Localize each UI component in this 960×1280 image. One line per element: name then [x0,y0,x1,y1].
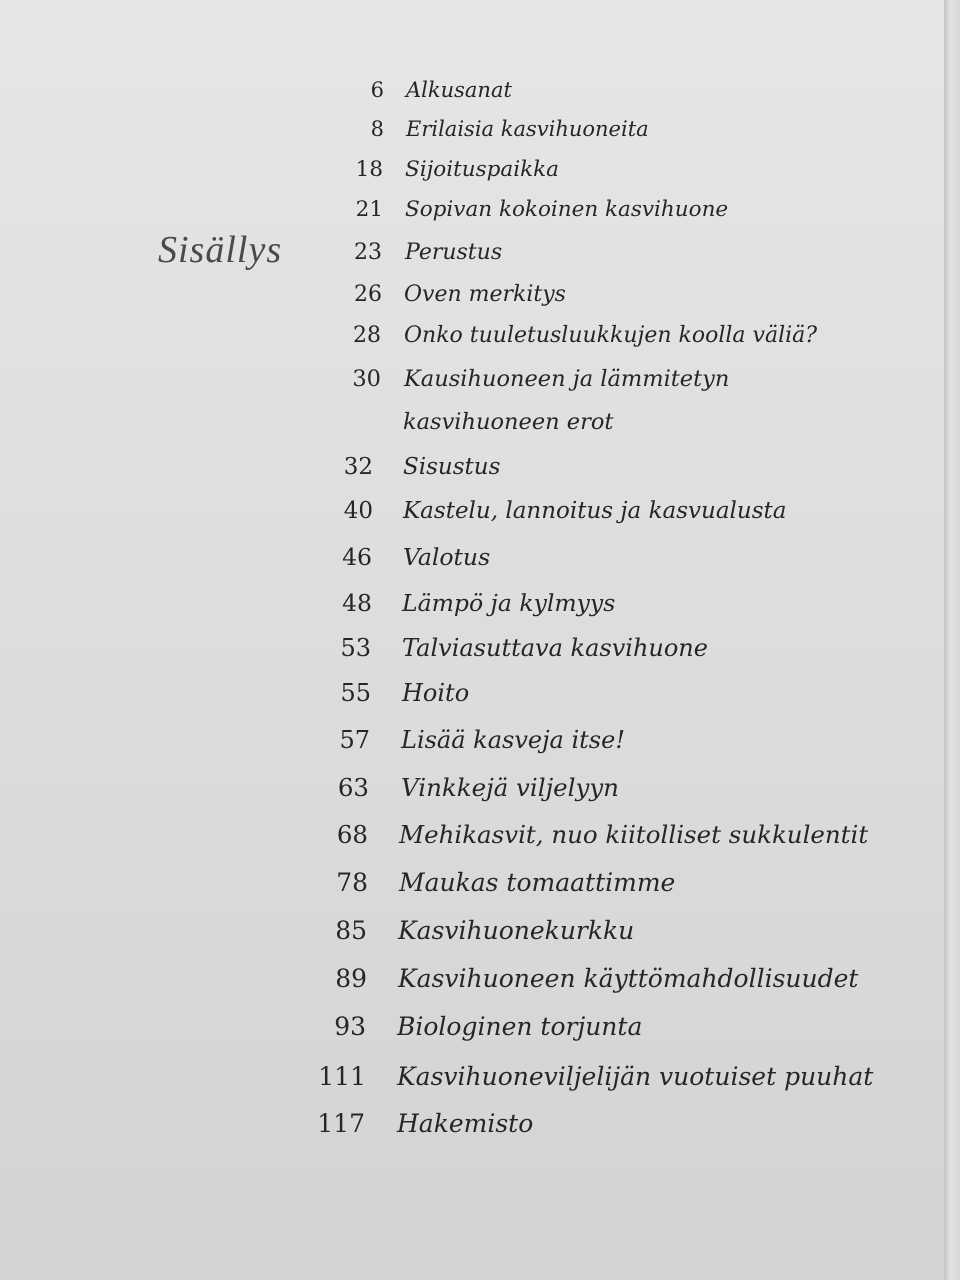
toc-page-number: 85 [335,916,367,945]
toc-page-number: 26 [354,282,382,307]
toc-entry [300,589,860,629]
toc-entry [300,820,869,860]
toc-page-number: 40 [343,498,373,524]
toc-page-number: 21 [355,197,383,222]
toc-title: Maukas tomaattimme [399,868,676,897]
toc-page-number: 55 [340,679,371,707]
toc-page-number: 68 [336,820,368,849]
toc-page-number: 28 [353,323,381,348]
toc-entry [300,1109,860,1149]
toc-entry [300,634,860,674]
toc-page-number: 8 [370,117,384,141]
toc-title: Onko tuuletusluukkujen koolla väliä? [404,323,818,348]
toc-title-continuation: kasvihuoneen erot [403,409,614,435]
toc-entry [300,679,860,719]
toc-title: Kasvihuoneen käyttömahdollisuudet [398,964,859,993]
toc-heading: Sisällys [158,229,283,271]
toc-title: Vinkkejä viljelyyn [401,773,619,802]
toc-page-number: 89 [335,964,367,993]
toc-title: Lämpö ja kylmyys [402,589,616,617]
toc-entry [300,543,860,583]
toc-entry [300,726,860,766]
toc-page-number: 48 [342,589,372,617]
toc-entry [300,868,860,908]
toc-title: Mehikasvit, nuo kiitolliset sukkulentit [399,820,869,849]
toc-entry [300,157,860,197]
page-edge [944,0,960,1280]
toc-title: Valotus [403,543,491,571]
toc-title: Kasvihuoneviljelijän vuotuiset puuhat [397,1062,874,1091]
toc-entry [300,1062,874,1102]
toc-entry [300,454,860,494]
toc-title: Sopivan kokoinen kasvihuone [405,197,729,222]
toc-entry [300,916,860,956]
toc-entry [300,498,860,538]
toc-title: Hoito [402,679,470,707]
toc-page-number: 30 [352,366,381,392]
toc-entry [300,197,860,237]
toc-page-number: 57 [339,726,370,754]
toc-entry [300,366,860,406]
toc-title: Sijoituspaikka [405,157,559,182]
toc-entry [300,78,860,118]
toc-title: Perustus [405,240,503,265]
toc-page-number: 46 [342,543,372,571]
toc-entry [300,773,860,813]
toc-page-number: 6 [370,78,384,102]
toc-entry [300,323,860,363]
toc-title: Kausihuoneen ja lämmitetyn [404,366,730,392]
toc-title: Erilaisia kasvihuoneita [406,117,649,141]
toc-page-number: 63 [337,773,369,802]
toc-page-number: 78 [336,868,368,897]
toc-entry [300,240,860,280]
toc-title: Biologinen torjunta [397,1012,643,1041]
toc-page-number: 93 [334,1012,366,1041]
toc-page-number: 111 [318,1062,366,1091]
toc-title: Oven merkitys [404,282,566,307]
toc-entry [300,1012,860,1052]
toc-title: Sisustus [403,454,501,480]
toc-title: Hakemisto [397,1109,534,1138]
toc-entry [300,964,860,1004]
toc-entry [300,282,860,322]
toc-title: Talviasuttava kasvihuone [402,634,708,662]
toc-page-number: 117 [317,1109,365,1138]
toc-title: Alkusanat [406,78,512,102]
toc-page-number: 23 [354,240,382,265]
toc-title: Kasvihuonekurkku [398,916,635,945]
toc-title: Lisää kasveja itse! [401,726,625,754]
toc-page-number: 53 [340,634,371,662]
toc-entry [300,117,860,157]
toc-title: Kastelu, lannoitus ja kasvualusta [403,498,787,524]
toc-page-number: 32 [343,454,373,480]
toc-page-number: 18 [355,157,383,182]
